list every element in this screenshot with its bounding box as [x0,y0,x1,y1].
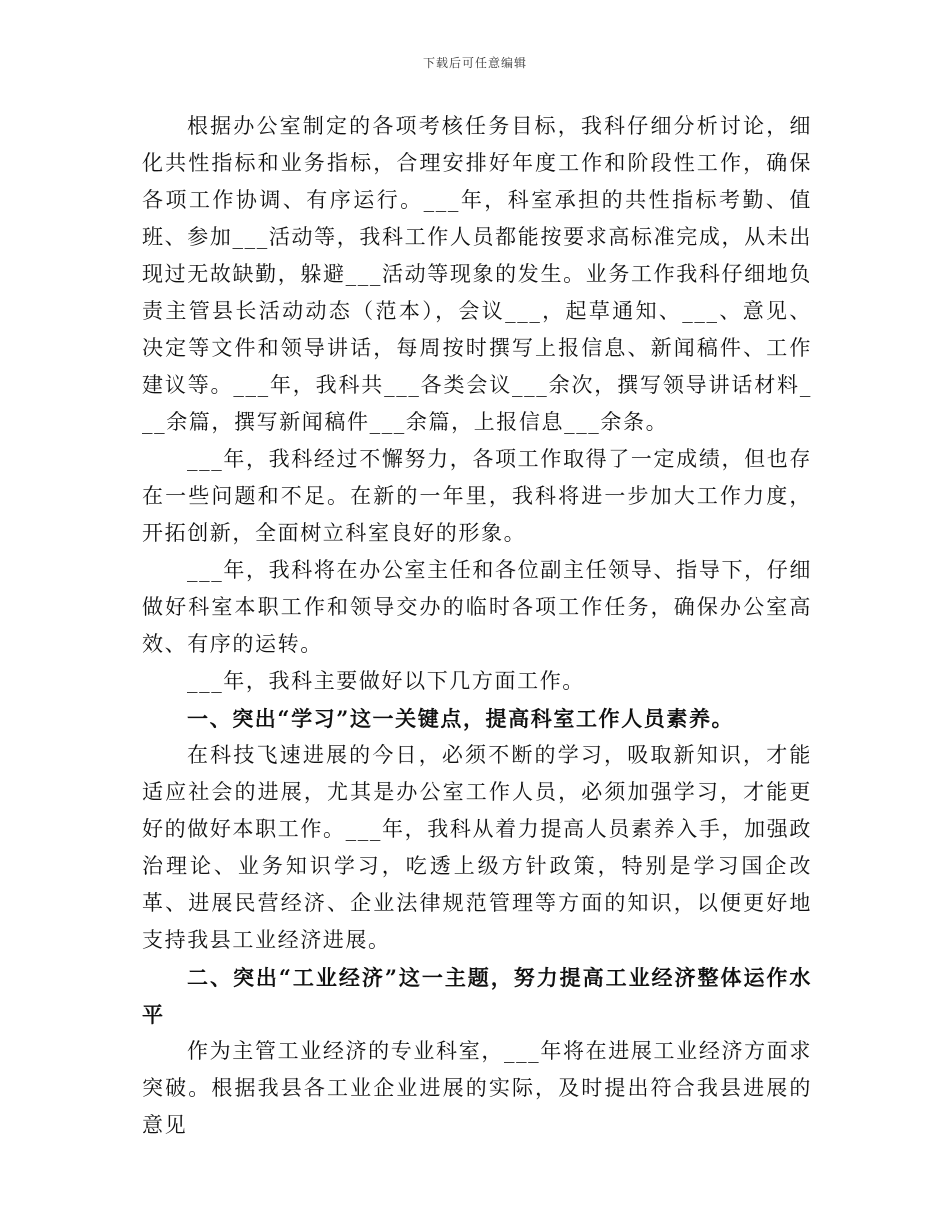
paragraph-plan-intro: ___年，我科将在办公室主任和各位副主任领导、指导下，仔细做好科室本职工作和领导交办的临时各项工作任务，确保办公室高效、有序的运转。 [142,558,812,656]
section-heading-industry: 二、突出“工业经济”这一主题，努力提高工业经济整体运作水平 [142,965,812,1027]
paragraph-summary: ___年，我科经过不懈努力，各项工作取得了一定成绩，但也存在一些问题和不足。在新的一年里，我科将进一步加大工作力度，开拓创新，全面树立科室良好的形象。 [142,447,812,545]
document-body [142,108,812,1144]
section-heading-study: 一、突出“学习”这一关键点，提高科室工作人员素养。 [187,706,735,731]
paragraph-main-work: ___年，我科主要做好以下几方面工作。 [187,669,585,693]
page-header-note: 下载后可任意编辑 [422,56,527,70]
paragraph-assessment: 根据办公室制定的各项考核任务目标，我科仔细分析讨论，细化共性指标和业务指标，合理安排好年度工作和阶段性工作，确保各项工作协调、有序运行。___年，科室承担的共性指标考勤、值班、参加___活动等，我科工作人员都能按要求高标准完成，从未出现过无故缺勤，躲避___活动等现象的发生。业务工作我科仔细地负责主管县长活动动态（范本），会议___，起草通知、___、意见、决定等文件和领导讲话，每周按时撰写上报信息、新闻稿件、工作建议等。___年，我科共___各类会议___余次，撰写领导讲话材料___余篇，撰写新闻稿件___余篇，上报信息___余条。 [142,114,812,434]
paragraph-industry: 作为主管工业经济的专业科室，___年将在进展工业经济方面求突破。根据我县各工业企业进展的实际，及时提出符合我县进展的意见 [142,1039,812,1137]
paragraph-study: 在科技飞速进展的今日，必须不断的学习，吸取新知识，才能适应社会的进展，尤其是办公室工作人员，必须加强学习，才能更好的做好本职工作。___年，我科从着力提高人员素养入手，加强政治理论、业务知识学习，吃透上级方针政策，特别是学习国企改革、进展民营经济、企业法律规范管理等方面的知识，以便更好地支持我县工业经济进展。 [142,743,812,952]
